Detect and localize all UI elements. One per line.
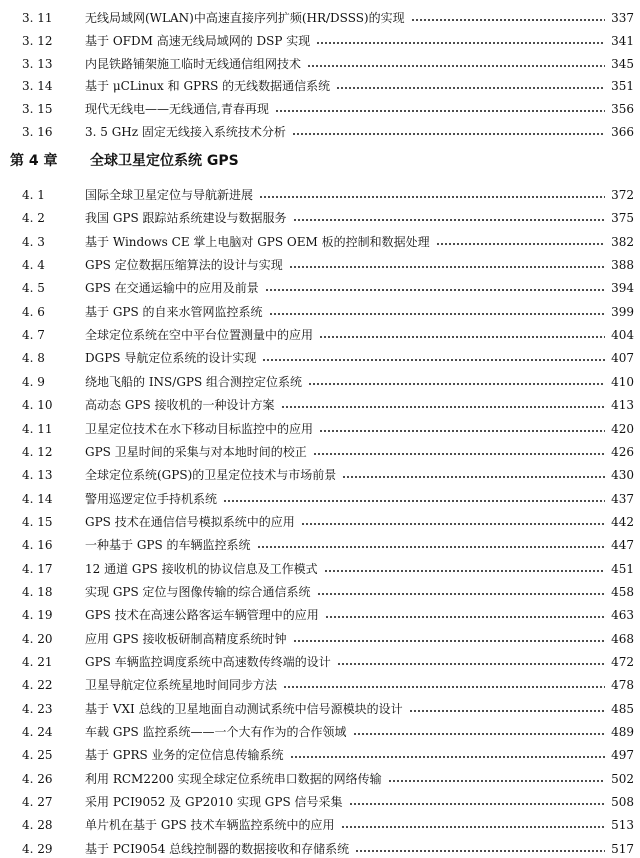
- toc-dot-leader: [319, 430, 605, 432]
- toc-entry-number: 4. 19: [22, 608, 53, 623]
- toc-entry-title: 基于 Windows CE 掌上电脑对 GPS OEM 板的控制和数据处理: [85, 234, 430, 249]
- toc-dot-leader: [324, 570, 605, 572]
- toc-entry-number: 4. 9: [22, 374, 45, 389]
- toc-entry-number: 4. 27: [22, 795, 53, 810]
- toc-entry-number: 3. 16: [22, 125, 53, 139]
- toc-entry-title: 内昆铁路铺架施工临时无线通信组网技术: [85, 56, 302, 71]
- toc-entry-number: 4. 5: [22, 281, 45, 296]
- toc-entry-number: 3. 12: [22, 33, 53, 48]
- toc-entry-title: 基于 GPS 的自来水管网监控系统: [85, 304, 263, 319]
- toc-entry-title: 单片机在基于 GPS 技术车辆监控系统中的应用: [85, 818, 335, 833]
- toc-entry: [0, 256, 640, 274]
- toc-entry: [0, 653, 640, 671]
- toc-dot-leader: [388, 780, 605, 782]
- toc-dot-leader: [337, 663, 605, 665]
- toc-entry-page: 351: [611, 79, 634, 94]
- toc-entry-number: 4. 24: [22, 725, 53, 740]
- toc-entry-page: 478: [611, 678, 634, 693]
- toc-dot-leader: [336, 87, 605, 89]
- toc-entry-title: 国际全球卫星定位与导航新进展: [85, 188, 254, 202]
- toc-entry-title: 基于 VXI 总线的卫星地面自动测试系统中信号源模块的设计: [85, 701, 403, 716]
- toc-entry-title: 基于 PCI9054 总线控制器的数据接收和存储系统: [85, 841, 350, 856]
- toc-entry-title: GPS 技术在通信信号模拟系统中的应用: [85, 514, 295, 529]
- toc-entry: [0, 816, 640, 834]
- toc-entry-number: 4. 7: [22, 328, 45, 343]
- toc-entry-number: 4. 12: [22, 444, 53, 459]
- toc-entry: [0, 793, 640, 811]
- toc-entry-page: 458: [611, 584, 634, 599]
- toc-entry-number: 4. 22: [22, 678, 53, 693]
- toc-entry-title: 我国 GPS 跟踪站系统建设与数据服务: [85, 211, 287, 226]
- toc-entry-title: 绕地飞船的 INS/GPS 组合测控定位系统: [85, 374, 303, 389]
- toc-entry: [0, 746, 640, 764]
- toc-entry-page: 413: [611, 398, 634, 413]
- toc-entry-title: 12 通道 GPS 接收机的协议信息及工作模式: [85, 561, 318, 576]
- toc-entry-title: 一种基于 GPS 的车辆监控系统: [85, 538, 251, 553]
- toc-entry: [0, 55, 640, 73]
- toc-entry-number: 3. 11: [22, 11, 53, 25]
- toc-entry: [0, 233, 640, 251]
- toc-entry-page: 345: [611, 56, 634, 71]
- toc-entry: [0, 326, 640, 344]
- toc-entry-number: 4. 17: [22, 561, 53, 576]
- toc-entry: [0, 420, 640, 438]
- toc-entry-page: 497: [611, 748, 634, 763]
- toc-entry-number: 4. 4: [22, 258, 45, 273]
- toc-entry-number: 4. 14: [22, 491, 53, 506]
- toc-entry: [0, 209, 640, 227]
- toc-entry: [0, 77, 640, 95]
- toc-entry-title: 全球定位系统在空中平台位置测量中的应用: [85, 328, 314, 343]
- toc-dot-leader: [316, 42, 605, 44]
- toc-entry-number: 4. 3: [22, 234, 45, 249]
- toc-entry-title: 现代无线电——无线通信,青春再现: [85, 102, 269, 117]
- toc-entry-page: 394: [611, 281, 634, 296]
- toc-entry: [0, 560, 640, 578]
- toc-entry-page: 468: [611, 631, 634, 646]
- toc-entry-title: 采用 PCI9052 及 GP2010 实现 GPS 信号采集: [85, 795, 343, 810]
- toc-entry: [0, 770, 640, 788]
- toc-dot-leader: [290, 756, 606, 758]
- toc-dot-leader: [283, 686, 605, 688]
- toc-entry-page: 356: [611, 102, 634, 117]
- toc-dot-leader: [281, 406, 606, 408]
- toc-entry-number: 4. 28: [22, 818, 53, 833]
- chapter-number: 第 4 章: [10, 153, 58, 169]
- toc-entry: [0, 279, 640, 297]
- toc-dot-leader: [319, 336, 605, 338]
- toc-entry-number: 4. 2: [22, 211, 45, 226]
- toc-entry: [0, 466, 640, 484]
- toc-entry: [0, 630, 640, 648]
- toc-dot-leader: [293, 219, 606, 221]
- toc-entry-number: 4. 16: [22, 538, 53, 553]
- toc-entry-title: GPS 车辆监控调度系统中高速数传终端的设计: [85, 655, 331, 669]
- toc-entry-title: 车载 GPS 监控系统——一个大有作为的合作领域: [85, 725, 347, 740]
- toc-entry-page: 399: [611, 304, 634, 319]
- toc-entry: [0, 349, 640, 367]
- toc-dot-leader: [355, 850, 605, 852]
- toc-entry-page: 489: [611, 725, 634, 740]
- toc-dot-leader: [325, 616, 605, 618]
- toc-dot-leader: [301, 523, 605, 525]
- toc-entry-page: 463: [611, 608, 634, 623]
- toc-entry-number: 4. 21: [22, 655, 53, 669]
- toc-entry-number: 4. 15: [22, 514, 53, 529]
- toc-entry-title: GPS 定位数据压缩算法的设计与实现: [85, 258, 283, 273]
- toc-entry-title: 利用 RCM2200 实现全球定位系统串口数据的网络传输: [85, 771, 382, 786]
- toc-entry-number: 4. 11: [22, 421, 53, 436]
- toc-dot-leader: [317, 593, 606, 595]
- toc-entry-page: 513: [611, 818, 634, 833]
- toc-entry-page: 420: [611, 421, 634, 436]
- toc-entry-page: 337: [611, 11, 634, 25]
- toc-entry-title: 实现 GPS 定位与图像传输的综合通信系统: [85, 584, 311, 599]
- toc-entry-number: 3. 15: [22, 102, 53, 117]
- toc-entry-page: 451: [611, 561, 634, 576]
- chapter-title: 全球卫星定位系统 GPS: [90, 153, 239, 169]
- toc-dot-leader: [436, 243, 605, 245]
- toc-dot-leader: [342, 476, 605, 478]
- toc-entry-number: 3. 14: [22, 79, 53, 94]
- toc-dot-leader: [349, 803, 606, 805]
- toc-entry-number: 4. 10: [22, 398, 53, 413]
- toc-entry-page: 426: [611, 444, 634, 459]
- toc-entry-number: 4. 26: [22, 771, 53, 786]
- toc-entry: [0, 490, 640, 508]
- toc-entry-title: GPS 在交通运输中的应用及前景: [85, 281, 259, 296]
- toc-entry: [0, 513, 640, 531]
- toc-dot-leader: [313, 453, 605, 455]
- toc-entry: [0, 676, 640, 694]
- toc-entry-page: 388: [611, 258, 634, 273]
- toc-entry: [0, 373, 640, 391]
- toc-entry-page: 382: [611, 234, 634, 249]
- toc-entry-title: 应用 GPS 接收板研制高精度系统时钟: [85, 631, 287, 646]
- toc-entry-page: 517: [611, 841, 634, 856]
- toc-entry-title: 3. 5 GHz 固定无线接入系统技术分析: [85, 125, 286, 139]
- toc-entry-title: 卫星导航定位系统星地时间同步方法: [85, 678, 278, 693]
- toc-dot-leader: [292, 133, 605, 135]
- toc-dot-leader: [341, 826, 606, 828]
- toc-entry-page: 442: [611, 514, 634, 529]
- toc-entry-number: 4. 1: [22, 188, 45, 202]
- toc-entry: [0, 186, 640, 204]
- toc-entry-page: 485: [611, 701, 634, 716]
- toc-entry: [0, 9, 640, 27]
- toc-entry: [0, 700, 640, 718]
- toc-entry-number: 4. 20: [22, 631, 53, 646]
- toc-entry-page: 502: [611, 771, 634, 786]
- toc-dot-leader: [308, 383, 605, 385]
- toc-entry: [0, 536, 640, 554]
- toc-entry-number: 3. 13: [22, 56, 53, 71]
- toc-entry-page: 407: [611, 351, 634, 366]
- toc-entry-page: 410: [611, 374, 634, 389]
- toc-entry-title: 无线局域网(WLAN)中高速直接序列扩频(HR/DSSS)的实现: [85, 11, 405, 25]
- toc-entry-page: 404: [611, 328, 634, 343]
- toc-dot-leader: [265, 289, 605, 291]
- toc-entry: [0, 303, 640, 321]
- toc-dot-leader: [275, 110, 605, 112]
- toc-entry: [0, 723, 640, 741]
- toc-entry-number: 4. 23: [22, 701, 53, 716]
- toc-entry-page: 508: [611, 795, 634, 810]
- toc-entry-number: 4. 13: [22, 468, 53, 483]
- toc-entry: [0, 100, 640, 118]
- toc-entry-page: 437: [611, 491, 634, 506]
- toc-entry-number: 4. 6: [22, 304, 45, 319]
- toc-dot-leader: [269, 313, 606, 315]
- toc-entry: [0, 396, 640, 414]
- toc-entry: [0, 583, 640, 601]
- toc-dot-leader: [223, 500, 605, 502]
- toc-entry-page: 375: [611, 211, 634, 226]
- toc-entry-title: 基于 μCLinux 和 GPRS 的无线数据通信系统: [85, 79, 331, 94]
- toc-entry-page: 372: [611, 188, 634, 202]
- toc-entry: [0, 443, 640, 461]
- toc-dot-leader: [289, 266, 605, 268]
- chapter-heading: [10, 150, 239, 172]
- toc-entry-number: 4. 8: [22, 351, 45, 366]
- toc-entry-page: 472: [611, 655, 634, 669]
- toc-entry-number: 4. 29: [22, 841, 53, 856]
- toc-entry: [0, 606, 640, 624]
- toc-dot-leader: [411, 19, 605, 21]
- toc-entry: [0, 32, 640, 50]
- toc-entry-title: GPS 技术在高速公路客运车辆管理中的应用: [85, 608, 319, 623]
- toc-dot-leader: [259, 196, 605, 198]
- toc-dot-leader: [409, 710, 606, 712]
- toc-entry-number: 4. 18: [22, 584, 53, 599]
- toc-entry-title: GPS 卫星时间的采集与对本地时间的校正: [85, 444, 307, 459]
- toc-entry-page: 341: [611, 33, 634, 48]
- toc-entry-number: 4. 25: [22, 748, 53, 763]
- toc-entry-page: 447: [611, 538, 634, 553]
- toc-entry-title: 基于 OFDM 高速无线局域网的 DSP 实现: [85, 33, 311, 48]
- toc-entry-page: 366: [611, 125, 634, 139]
- toc-entry-page: 430: [611, 468, 634, 483]
- toc-dot-leader: [307, 65, 605, 67]
- toc-entry: [0, 840, 640, 858]
- toc-dot-leader: [293, 640, 606, 642]
- toc-dot-leader: [257, 546, 606, 548]
- toc-entry-title: 警用巡逻定位手持机系统: [85, 491, 218, 506]
- toc-dot-leader: [353, 733, 606, 735]
- toc-dot-leader: [262, 359, 605, 361]
- toc-entry-title: 卫星定位技术在水下移动目标监控中的应用: [85, 421, 314, 436]
- toc-entry: [0, 123, 640, 141]
- toc-entry-title: DGPS 导航定位系统的设计实现: [85, 351, 257, 366]
- toc-entry-title: 基于 GPRS 业务的定位信息传输系统: [85, 748, 284, 763]
- toc-entry-title: 全球定位系统(GPS)的卫星定位技术与市场前景: [85, 468, 337, 483]
- toc-entry-title: 高动态 GPS 接收机的一种设计方案: [85, 398, 275, 413]
